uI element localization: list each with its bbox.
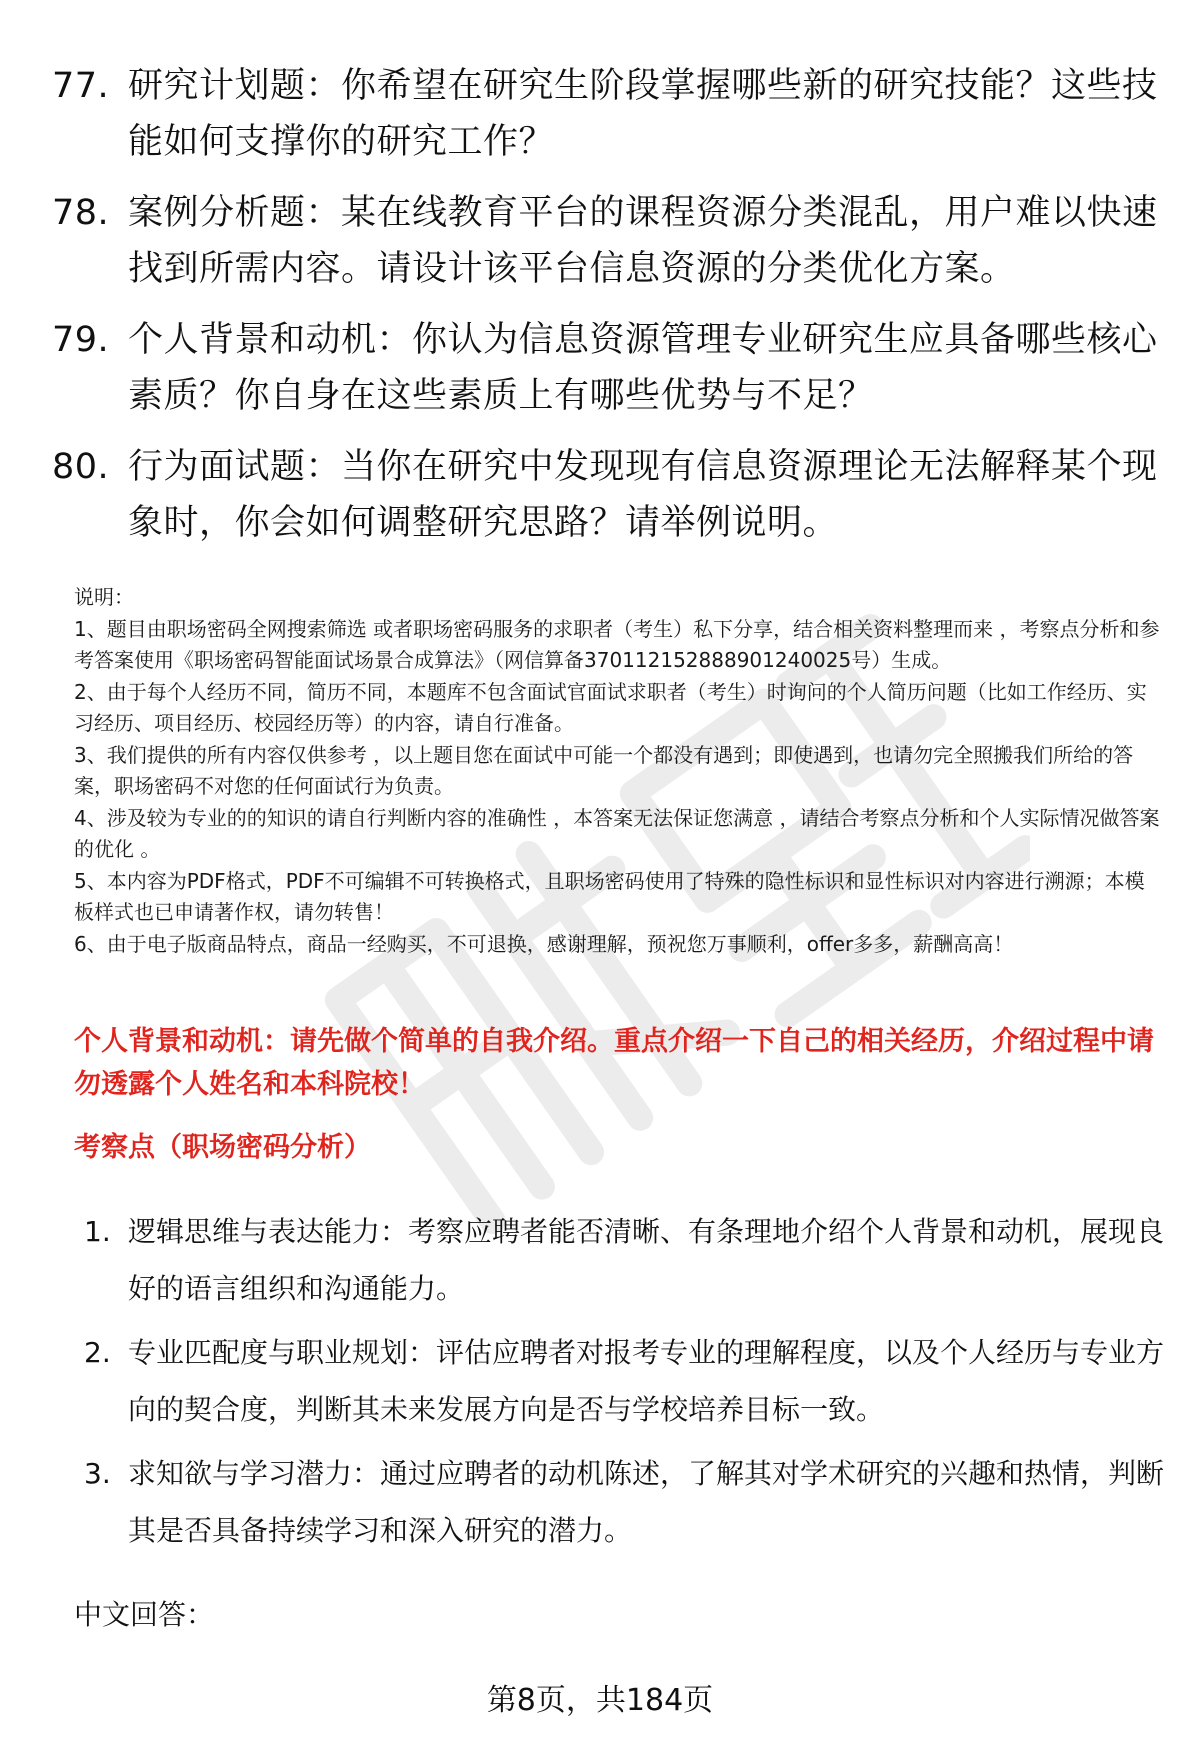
question-text: 个人背景和动机：你认为信息资源管理专业研究生应具备哪些核心素质？你自身在这些素质上有哪些优势与不足？ — [128, 320, 1158, 416]
current-question-heading: 个人背景和动机：请先做个简单的自我介绍。重点介绍一下自己的相关经历，介绍过程中请勿透露个人姓名和本科院校！ — [74, 1026, 1154, 1100]
question-text: 研究计划题：你希望在研究生阶段掌握哪些新的研究技能？这些技能如何支撑你的研究工作？ — [128, 66, 1158, 162]
question-number: 78. — [52, 193, 110, 233]
analysis-title: 考察点（职场密码分析） — [74, 1132, 371, 1163]
page-footer: 第8页，共184页 — [486, 1683, 714, 1718]
question-number: 79. — [52, 320, 110, 360]
analysis-point-number: 2. — [84, 1336, 111, 1369]
analysis-points-list — [84, 1203, 1164, 1566]
notes-item-4: 4、涉及较为专业的的知识的请自行判断内容的准确性 ，本答案无法保证您满意 ，请结合考察点分析和个人实际情况做答案的优化 。 — [74, 805, 1160, 861]
question-item-79 — [52, 312, 1162, 424]
question-item-77 — [52, 58, 1162, 170]
analysis-point-2 — [84, 1324, 1164, 1438]
notes-item-2: 2、由于每个人经历不同，简历不同，本题库不包含面试官面试求职者（考生）时询问的个人简历问题（比如工作经历、实习经历、项目经历、校园经历等）的内容，请自行准备。 — [74, 679, 1147, 735]
question-text: 行为面试题：当你在研究中发现现有信息资源理论无法解释某个现象时，你会如何调整研究思路？请举例说明。 — [128, 447, 1158, 543]
question-text: 案例分析题：某在线教育平台的课程资源分类混乱，用户难以快速找到所需内容。请设计该平台信息资源的分类优化方案。 — [128, 193, 1158, 289]
question-list — [52, 58, 1162, 566]
analysis-point-text: 专业匹配度与职业规划：评估应聘者对报考专业的理解程度，以及个人经历与专业方向的契合度，判断其未来发展方向是否与学校培养目标一致。 — [128, 1336, 1165, 1426]
question-number: 77. — [52, 66, 110, 106]
notes-item-3: 3、我们提供的所有内容仅供参考 ，以上题目您在面试中可能一个都没有遇到；即使遇到，也请勿完全照搬我们所给的答案，职场密码不对您的任何面试行为负责。 — [74, 742, 1134, 798]
notes-title: 说明： — [74, 585, 134, 609]
notes-item-6: 6、由于电子版商品特点，商品一经购买，不可退换，感谢理解，预祝您万事顺利，offer多多，薪酬高高！ — [74, 931, 1014, 956]
answer-label: 中文回答： — [74, 1598, 215, 1631]
question-item-80 — [52, 439, 1162, 551]
question-number: 80. — [52, 447, 110, 487]
notes-item-1: 1、题目由职场密码全网搜索筛选 或者职场密码服务的求职者（考生）私下分享，结合相关资料整理而来 ，考察点分析和参考答案使用《职场密码智能面试场景合成算法》（网信算备370112152888901240025号）生成。 — [74, 616, 1160, 672]
analysis-point-text: 求知欲与学习潜力：通过应聘者的动机陈述，了解其对学术研究的兴趣和热情，判断其是否具备持续学习和深入研究的潜力。 — [128, 1457, 1165, 1547]
notes-section — [74, 582, 1164, 960]
analysis-point-number: 3. — [84, 1457, 111, 1490]
notes-item-5: 5、本内容为PDF格式，PDF不可编辑不可转换格式，且职场密码使用了特殊的隐性标识和显性标识对内容进行溯源；本模板样式也已申请著作权，请勿转售！ — [74, 868, 1145, 924]
analysis-point-number: 1. — [84, 1215, 111, 1248]
analysis-point-1 — [84, 1203, 1164, 1317]
analysis-point-text: 逻辑思维与表达能力：考察应聘者能否清晰、有条理地介绍个人背景和动机，展现良好的语言组织和沟通能力。 — [128, 1215, 1165, 1305]
analysis-point-3 — [84, 1445, 1164, 1559]
question-item-78 — [52, 185, 1162, 297]
